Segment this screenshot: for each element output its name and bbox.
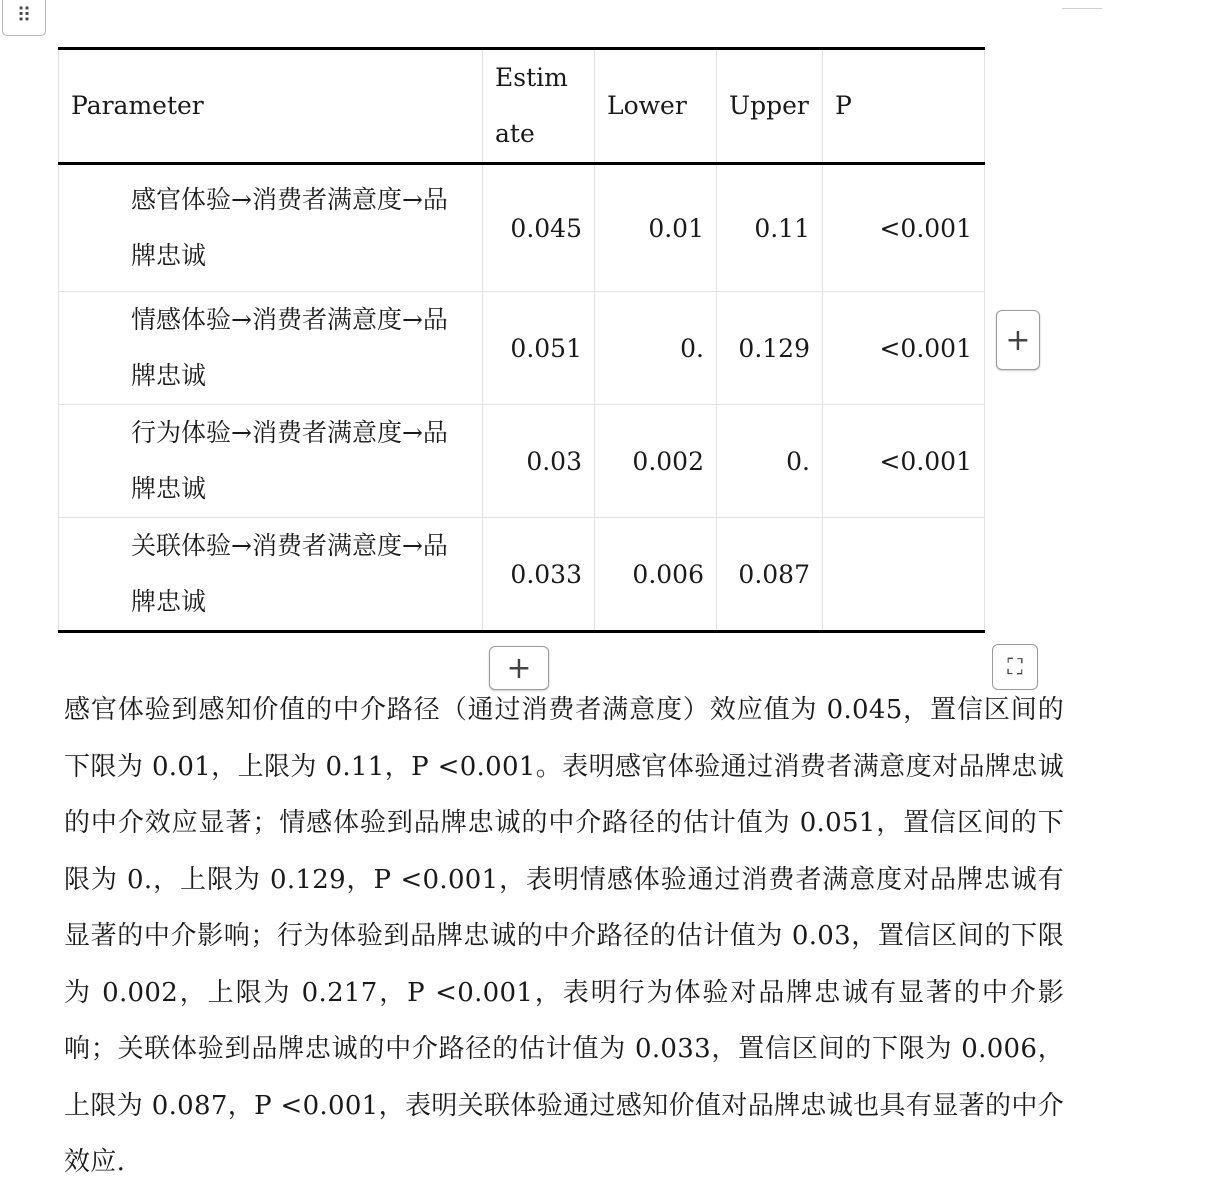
drag-handle-icon[interactable]: ⠿ — [2, 0, 46, 36]
cell-lower: 0.006 — [595, 518, 717, 632]
cell-upper: 0.129 — [717, 292, 823, 405]
table-row — [59, 405, 985, 518]
table-header-row — [59, 49, 985, 164]
header-p: P — [823, 49, 985, 164]
plus-icon: + — [1005, 322, 1031, 358]
cell-estimate: 0.045 — [483, 164, 595, 292]
cell-parameter: 情感体验→消费者满意度→品牌忠诚 — [59, 292, 483, 405]
table-row — [59, 292, 985, 405]
cell-estimate: 0.051 — [483, 292, 595, 405]
cell-parameter: 关联体验→消费者满意度→品牌忠诚 — [59, 518, 483, 632]
cell-lower: 0. — [595, 292, 717, 405]
header-parameter: Parameter — [59, 49, 483, 164]
cell-p: <0.001 — [823, 164, 985, 292]
cell-lower: 0.002 — [595, 405, 717, 518]
cell-estimate: 0.03 — [483, 405, 595, 518]
header-lower: Lower — [595, 49, 717, 164]
expand-icon: ⛶ — [1007, 654, 1023, 680]
cell-lower: 0.01 — [595, 164, 717, 292]
cell-upper: 0.087 — [717, 518, 823, 632]
results-table — [58, 47, 984, 633]
cell-p: <0.001 — [823, 405, 985, 518]
cell-parameter: 行为体验→消费者满意度→品牌忠诚 — [59, 405, 483, 518]
cell-estimate: 0.033 — [483, 518, 595, 632]
table-row — [59, 164, 985, 292]
divider — [1062, 0, 1102, 9]
plus-icon: + — [506, 650, 532, 686]
header-estimate: Estimate — [483, 49, 595, 164]
cell-p — [823, 518, 985, 632]
add-column-button[interactable] — [996, 310, 1040, 370]
header-upper: Upper — [717, 49, 823, 164]
cell-parameter: 感官体验→消费者满意度→品牌忠诚 — [59, 164, 483, 292]
paragraph-text: 感官体验到感知价值的中介路径（通过消费者满意度）效应值为 0.045，置信区间的下限为 0.01，上限为 0.11，P <0.001。表明感官体验通过消费者满意度对品牌忠诚的中介效应显著；情感体验到品牌忠诚的中介路径的估计值为 0.051，置信区间的下限为 0.，上限为 0.129，P <0.001，表明情感体验通过消费者满意度对品牌忠诚有显著的中介影响；行为体验到品牌忠诚的中介路径的估计值为 0.03，置信区间的下限为 0.002，上限为 0.217，P <0.001，表明行为体验对品牌忠诚有显著的中介影响；关联体验到品牌忠诚的中介路径的估计值为 0.033，置信区间的下限为 0.006，上限为 0.087，P <0.001，表明关联体验通过感知价值对品牌忠诚也具有显著的中介效应. — [64, 695, 1064, 1177]
cell-p: <0.001 — [823, 292, 985, 405]
cell-upper: 0. — [717, 405, 823, 518]
body-paragraph — [64, 682, 1064, 1191]
cell-upper: 0.11 — [717, 164, 823, 292]
table-row — [59, 518, 985, 632]
